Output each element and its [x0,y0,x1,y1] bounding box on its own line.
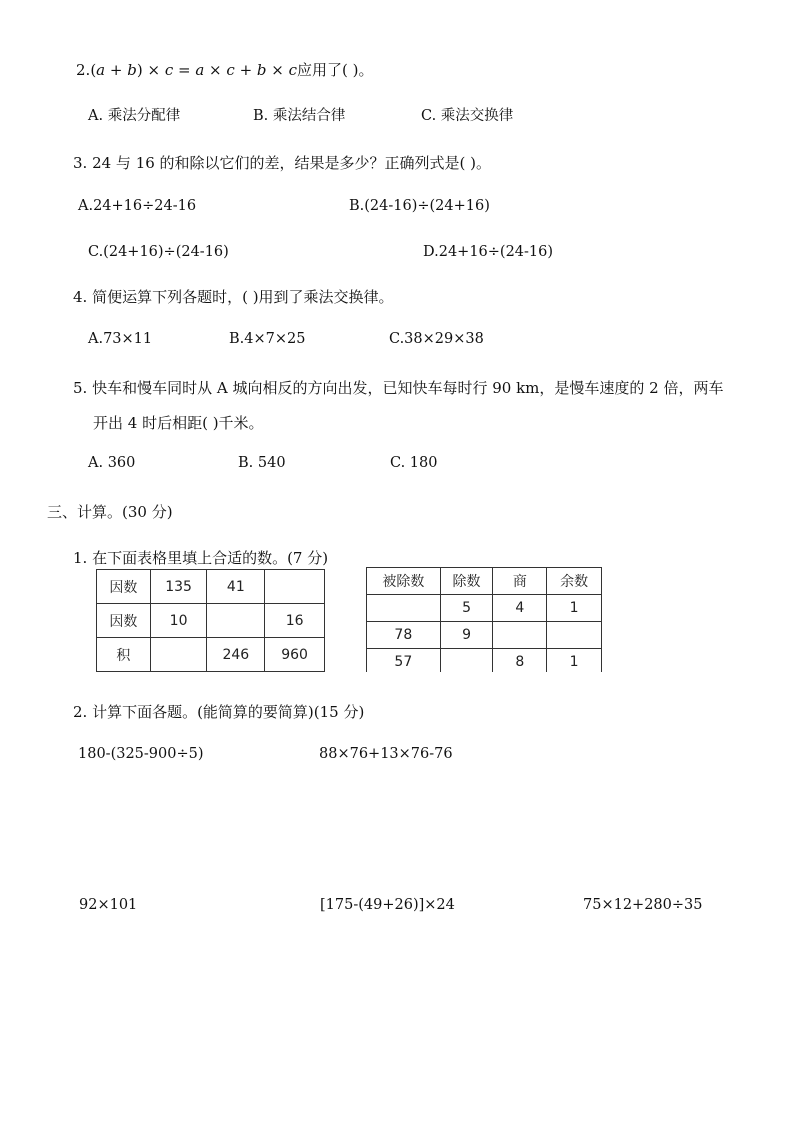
table-row [367,595,602,622]
q3-option-c[interactable]: C.(24+16)÷(24-16) [88,244,229,260]
formula-part: ) × [136,61,165,79]
q2-option-a[interactable]: A. 乘法分配律 [88,108,181,124]
q3-option-d[interactable]: D.24+16÷(24-16) [423,244,554,260]
formula-var: c [226,61,235,79]
q5-option-a[interactable]: A. 360 [88,455,136,471]
calc-problem-2: 88×76+13×76-76 [319,746,453,762]
table-row [97,570,325,604]
table-header-row [367,568,602,595]
sub-question-1: 1. 在下面表格里填上合适的数。(7 分) [73,549,329,567]
table-cell: 1 [547,595,602,622]
formula-var: c [288,61,298,79]
table-cell: 1 [547,649,602,676]
table-cell-blank[interactable] [150,638,207,672]
table-cell-blank[interactable] [207,604,265,638]
formula-var: c [164,61,174,79]
table-cell: 积 [97,638,151,672]
table-cell: 16 [265,604,325,638]
table-header-cell: 余数 [547,568,602,595]
q2-option-b[interactable]: B. 乘法结合律 [253,108,346,124]
formula-var: b [256,61,267,79]
table-header-cell: 被除数 [367,568,441,595]
table-cell: 5 [440,595,493,622]
q5-option-b[interactable]: B. 540 [238,455,286,471]
formula [90,61,297,79]
question-5-line-1: 5. 快车和慢车同时从 A 城向相反的方向出发，已知快车每时行 90 km，是慢车速度的 2 倍，两车 [73,379,724,397]
table-row [97,604,325,638]
q2-option-c[interactable]: C. 乘法交换律 [421,108,514,124]
question-2-tail: 应用了( )。 [297,61,374,79]
calc-problem-5: 75×12+280÷35 [583,897,703,913]
section-3-title: 三、计算。(30 分) [47,503,173,521]
table-cell: 9 [440,622,493,649]
table-cell: 4 [493,595,547,622]
formula-var: a [96,61,106,79]
table-cell: 因数 [97,604,151,638]
table-cell-blank[interactable] [367,595,441,622]
question-4: 4. 简便运算下列各题时，( )用到了乘法交换律。 [73,288,394,306]
formula-part: + [105,61,128,79]
formula-var: a [195,61,205,79]
division-table [366,567,602,676]
formula-part: × [266,61,289,79]
formula-part: × [204,61,227,79]
table-cell: 78 [367,622,441,649]
question-2 [76,60,374,80]
table-header-cell: 除数 [440,568,493,595]
formula-part: + [234,61,257,79]
table-row [367,622,602,649]
question-5-line-2: 开出 4 时后相距( )千米。 [93,414,264,432]
q3-option-a[interactable]: A.24+16÷24-16 [78,198,197,214]
q4-option-a[interactable]: A.73×11 [88,331,153,347]
table-cell: 8 [493,649,547,676]
formula-part: ( [90,61,97,79]
q3-option-b[interactable]: B.(24-16)÷(24+16) [349,198,490,214]
table-cell: 41 [207,570,265,604]
table-cell-blank[interactable] [265,570,325,604]
q4-option-c[interactable]: C.38×29×38 [389,331,484,347]
calc-problem-1: 180-(325-900÷5) [78,746,204,762]
table-crop-mask [364,672,606,678]
q4-option-b[interactable]: B.4×7×25 [229,331,306,347]
factor-product-table [96,569,325,672]
table-cell: 135 [150,570,207,604]
table-cell-blank[interactable] [547,622,602,649]
q5-option-c[interactable]: C. 180 [390,455,438,471]
table-cell: 246 [207,638,265,672]
question-2-number: 2. [76,61,91,79]
table-row [97,638,325,672]
table-cell-blank[interactable] [493,622,547,649]
table-cell: 因数 [97,570,151,604]
formula-part: = [173,61,196,79]
table-header-cell: 商 [493,568,547,595]
formula-var: b [127,61,137,79]
table-cell: 960 [265,638,325,672]
table-cell: 57 [367,649,441,676]
calc-problem-3: 92×101 [79,897,138,913]
sub-question-2: 2. 计算下面各题。(能简算的要简算)(15 分) [73,703,365,721]
table-cell: 10 [150,604,207,638]
calc-problem-4: [175-(49+26)]×24 [320,897,455,913]
question-3: 3. 24 与 16 的和除以它们的差，结果是多少？正确列式是( )。 [73,154,492,172]
